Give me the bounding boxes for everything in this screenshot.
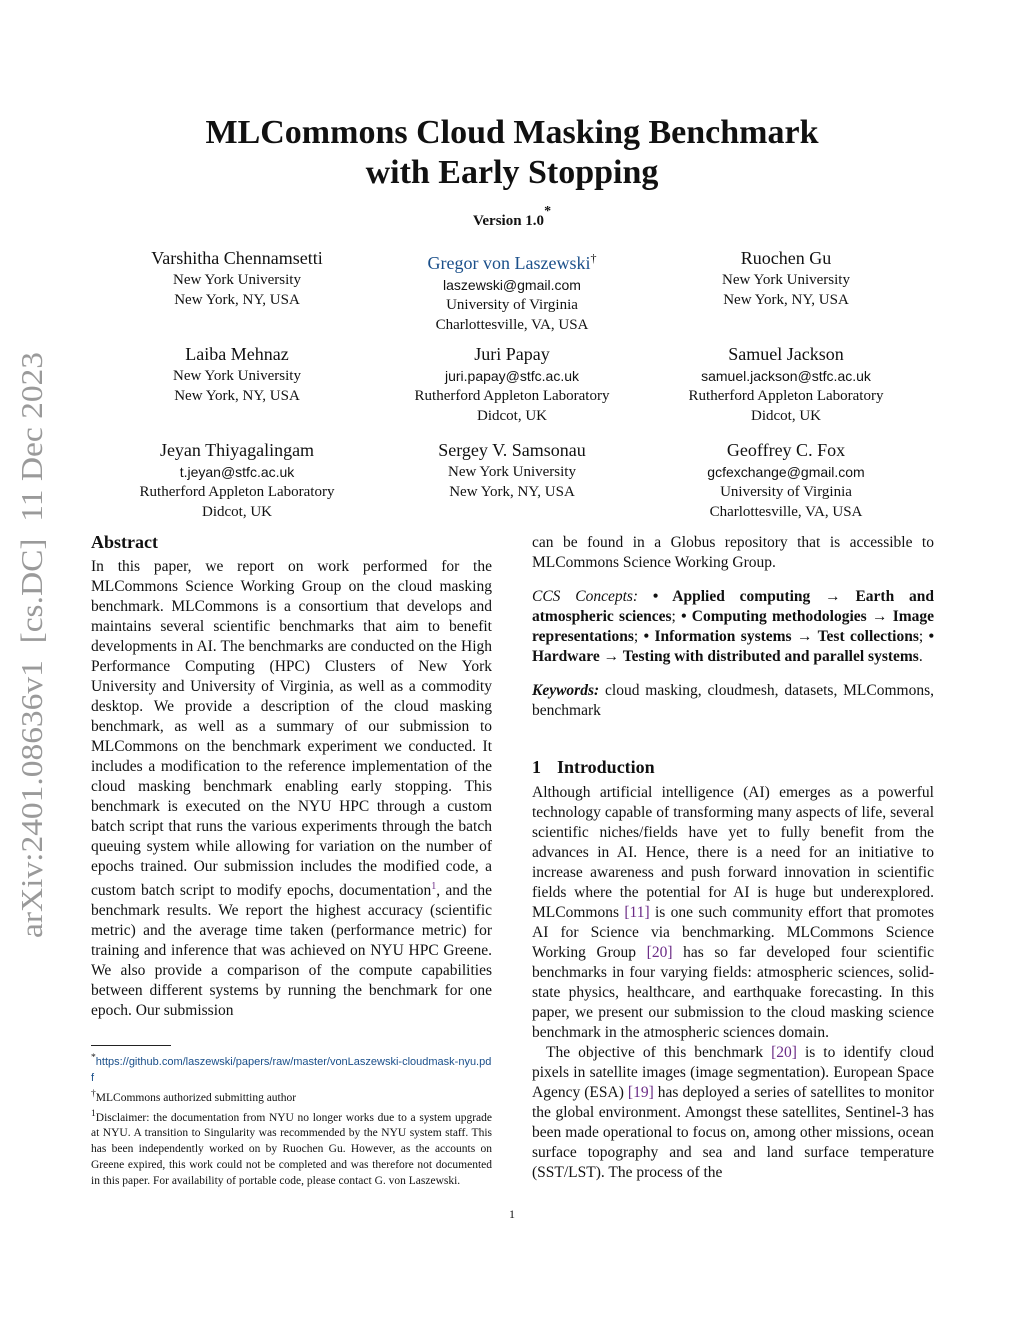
version-label: Version 1.0: [472, 213, 545, 229]
footnote-ref-1[interactable]: 1: [431, 881, 437, 892]
author-dagger-mark: †: [590, 251, 597, 265]
citation-link[interactable]: [19]: [627, 1084, 654, 1101]
section-number: 1: [532, 757, 541, 777]
footnote-one-text: Disclaimer: the documentation from NYU no longer works due to a system upgrade at NYU. A transition to Singularity was recommended by the NYU system staff. This has been independently worked on by Ruochen Gu. However, as the accounts on Greene expired, this work could not be completed and was therefore not documented in this paper. For availability of portable code, please contact G. von Laszewski.: [91, 1111, 492, 1188]
footnote-dagger-mark: †: [91, 1087, 96, 1099]
author-name: Laiba Mehnaz: [185, 344, 289, 364]
author-block: [636, 342, 936, 426]
author-location: New York, NY, USA: [449, 484, 575, 500]
author-name: Juri Papay: [474, 344, 550, 364]
intro-p2-text-a: The objective of this benchmark: [546, 1044, 772, 1061]
footnotes: [91, 1050, 492, 1189]
author-email: samuel.jackson@stfc.ac.uk: [701, 368, 871, 384]
ccs-concept-2-b: Image representations: [532, 608, 935, 645]
keywords-label: Keywords:: [532, 682, 600, 699]
ccs-arrow: →: [797, 628, 813, 645]
ccs-concept-2-a: • Computing methodologies: [681, 608, 867, 625]
intro-p1-text-b: is one such community effort that promotes AI for Science via benchmarking. MLCommons Science Working Group: [532, 904, 934, 961]
author-location: Didcot, UK: [751, 408, 821, 424]
author-affiliation: University of Virginia: [446, 297, 578, 313]
ccs-concepts: [532, 587, 934, 667]
author-affiliation: New York University: [173, 368, 301, 384]
keywords: [532, 681, 934, 721]
author-affiliation: Rutherford Appleton Laboratory: [139, 484, 335, 500]
author-affiliation: New York University: [722, 272, 850, 288]
author-affiliation: Rutherford Appleton Laboratory: [688, 388, 884, 404]
section-title: Introduction: [557, 757, 655, 777]
abstract-continuation: can be found in a Globus repository that is accessible to MLCommons Science Working Group.: [532, 534, 934, 571]
author-block: [87, 438, 387, 522]
intro-p1-text-a: Although artificial intelligence (AI) emerges as a powerful technology capable of transforming many aspects of life, several scientific niches/fields have yet to fully benefit from the advances in AI. Hence, there is a need for an initiative to increase awareness and push forward innovation in scientific fields where the potential for AI is huge but underexplored. MLCommons: [532, 784, 934, 921]
author-name-link[interactable]: Gregor von Laszewski: [427, 253, 591, 273]
keywords-text: cloud masking, cloudmesh, datasets, MLCommons, benchmark: [532, 682, 935, 719]
ccs-arrow: →: [871, 608, 888, 625]
author-location: Didcot, UK: [202, 504, 272, 520]
page-number: 1: [509, 1207, 515, 1221]
author-block: [362, 246, 662, 335]
ccs-separator: ;: [671, 608, 676, 625]
ccs-concept-4-b: Testing with distributed and parallel systems: [622, 648, 919, 665]
author-name: Samuel Jackson: [728, 344, 844, 364]
section-heading-introduction: [532, 755, 934, 779]
author-block: [362, 342, 662, 426]
author-name: Jeyan Thiyagalingam: [159, 440, 315, 460]
footnote-star: [91, 1050, 492, 1086]
footnote-star-mark: *: [91, 1052, 96, 1063]
author-location: Didcot, UK: [477, 408, 547, 424]
intro-paragraph-2: [532, 1043, 934, 1183]
author-block: [636, 246, 936, 310]
title-line-2: with Early Stopping: [365, 154, 659, 191]
intro-paragraph-1: [532, 783, 934, 1043]
footnote-url-link[interactable]: https://github.com/laszewski/papers/raw/master/vonLaszewski-cloudmask-nyu.pdf: [91, 1055, 492, 1084]
author-affiliation: University of Virginia: [720, 484, 852, 500]
citation-link[interactable]: [20]: [646, 944, 673, 961]
abstract-text-part-2: , and the benchmark results. We report the highest accuracy (scientific metric) and the average time taken (performance metric) for training and inference that was achieved on NYU HPC Greene. We also provide a comparison of the compute capabilities between different systems by running the benchmark for one epoch. Our submission: [91, 882, 492, 1020]
ccs-concept-1-b: Earth and atmospheric sciences: [532, 588, 935, 625]
author-name: Varshitha Chennamsetti: [151, 248, 323, 268]
author-block: [362, 438, 662, 502]
author-location: Charlottesville, VA, USA: [435, 317, 589, 333]
version-line: [0, 204, 1024, 230]
intro-p2-text-c: has deployed a series of satellites to monitor the global environment. Amongst these satellites, Sentinel-3 has been made operational to focus on, among other missions, ocean surface topography and sea and land surface temperature (SST/LST). The process of the: [532, 1084, 935, 1181]
author-block: [87, 246, 387, 310]
author-email: laszewski@gmail.com: [443, 277, 581, 293]
ccs-label: CCS Concepts:: [532, 588, 639, 605]
author-location: New York, NY, USA: [174, 388, 300, 404]
footnote-rule: [91, 1045, 171, 1046]
author-location: Charlottesville, VA, USA: [709, 504, 863, 520]
arxiv-stamp: [8, 350, 54, 940]
author-name: Geoffrey C. Fox: [726, 440, 846, 460]
author-block: [636, 438, 936, 522]
ccs-separator: ;: [918, 628, 924, 645]
ccs-concept-3-a: • Information systems: [643, 628, 792, 645]
author-affiliation: New York University: [173, 272, 301, 288]
abstract-text: [91, 557, 492, 1021]
ccs-concept-3: [644, 628, 919, 645]
citation-link[interactable]: [20]: [771, 1044, 797, 1061]
ccs-concept-3-b: Test collections: [817, 628, 919, 645]
right-column: [532, 533, 934, 1183]
author-name: Ruochen Gu: [740, 248, 832, 268]
arxiv-id: arXiv:2401.08636v1 [cs.DC] 11 Dec 2023: [14, 395, 49, 938]
version-footnote-mark: *: [544, 204, 552, 219]
author-location: New York, NY, USA: [723, 292, 849, 308]
author-email: juri.papay@stfc.ac.uk: [444, 368, 580, 384]
author-name: Sergey V. Samsonau: [438, 440, 586, 460]
footnote-dagger-text: MLCommons authorized submitting author: [95, 1091, 297, 1104]
footnote-dagger: [91, 1086, 492, 1106]
ccs-end: .: [918, 648, 923, 665]
footnote-one-mark: 1: [91, 1107, 96, 1119]
paper-title: [0, 113, 1024, 193]
ccs-arrow: →: [825, 588, 841, 605]
citation-link[interactable]: [11]: [624, 904, 650, 921]
author-block: [87, 342, 387, 406]
ccs-arrow: →: [603, 648, 620, 665]
footnote-one: [91, 1106, 492, 1190]
ccs-concept-1-a: • Applied computing: [652, 588, 811, 605]
abstract-text-part-1: In this paper, we report on work performed for the MLCommons Science Working Group on the cloud masking benchmark. MLCommons is a consortium that develops and maintains several scientific benchmarks that aim to benefit developments in AI. The benchmarks are conducted on the High Performance Computing (HPC) Clusters of New York University and University of Virginia, as well as a commodity desktop. We provide a description of the cloud masking benchmark, as well as a summary of our submission to MLCommons on the benchmark experiment we conducted. It includes a modification to the reference implementation of the cloud masking benchmark enabling early stopping. This benchmark is executed on the NYU HPC through a custom batch script that runs the various experiments through the batch queuing system while allowing for variation on the number of epochs trained. Our submission includes the modified code, a custom batch script to modify epochs, documentation: [91, 558, 492, 900]
ccs-separator: ;: [633, 628, 639, 645]
author-affiliation: New York University: [448, 464, 576, 480]
intro-p1-text-c: has so far developed four scientific benchmarks in four varying fields: atmospheric sciences, solid-state physics, healthcare, and earthquake forecasting. In this paper, we present our submission to the cloud masking science benchmark in the atmospheric sciences domain.: [532, 944, 934, 1041]
abstract-section: [91, 531, 492, 1021]
author-email: t.jeyan@stfc.ac.uk: [179, 464, 295, 480]
intro-p2-text-b: is to identify cloud pixels in satellite images (image segmentation). European Space Agency (ESA): [532, 1044, 934, 1101]
title-line-1: MLCommons Cloud Masking Benchmark: [205, 114, 819, 151]
author-email: gcfexchange@gmail.com: [707, 464, 865, 480]
author-affiliation: Rutherford Appleton Laboratory: [414, 388, 610, 404]
author-location: New York, NY, USA: [174, 292, 300, 308]
ccs-concept-4-a: • Hardware: [532, 628, 935, 665]
abstract-heading: Abstract: [91, 532, 158, 552]
